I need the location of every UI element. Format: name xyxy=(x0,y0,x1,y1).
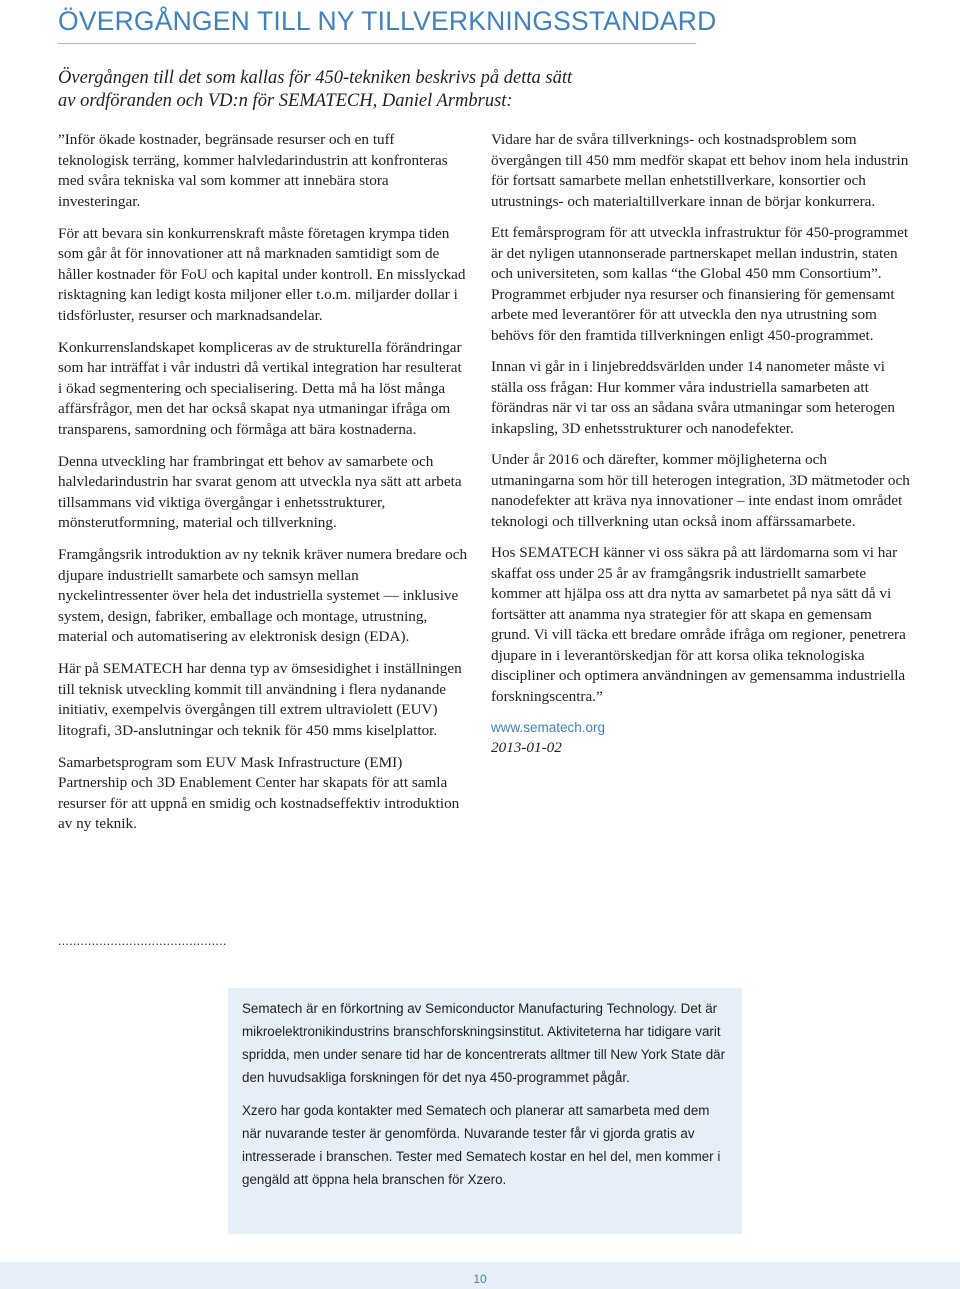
info-paragraph: Xzero har goda kontakter med Sematech och planerar att samarbeta med dem när nuvarande tester är genomförda. Nuvarande tester får vi gjorda gratis av intresserade i branschen. Tester med Sematech kostar en hel del, men kommer i gengäld att öppna hela branschen för Xzero. xyxy=(242,1103,721,1187)
left-paragraph: Konkurrenslandskapet kompliceras av de strukturella förändringar som har inträffat i vår industri då vertikal integration har resulterat i ökad segmentering och specialisering. Detta må ha löst många affärsfrågor, men det har också skapat nya utmaningar ifråga om transparens, samordning och förmåga att bära kostnaderna. xyxy=(58,338,462,438)
intro-text xyxy=(58,67,658,113)
right-paragraph: Under år 2016 och därefter, kommer möjligheterna och utmaningarna som hör till heterogen integration, 3D mätmetoder och nanodefekter att kräva nya innovationer – inte endast inom området teknologi och tillverkning utan också inom affärssamarbete. xyxy=(491,451,910,530)
article-date: 2013-01-02 xyxy=(491,739,562,756)
right-paragraph: Vidare har de svåra tillverknings- och kostnadsproblem som övergången till 450 mm medför skapat ett behov inom hela industrin för fortsatt samarbete mellan enhetstillverkare, konsortier och utrustnings- och materialtillverkare innan de börjar konkurrera. xyxy=(491,131,909,210)
left-column xyxy=(58,130,468,846)
right-column xyxy=(491,130,911,758)
sematech-link[interactable]: www.sematech.org xyxy=(491,720,606,735)
left-paragraph: ”Inför ökade kostnader, begränsade resurser och en tuff teknologisk terräng, kommer halvledarindustrin att konfronteras med svåra tekniska val som kommer att innebära stora investeringar. xyxy=(58,131,448,210)
intro-line-1: Övergången till det som kallas för 450-tekniken beskrivs på detta sätt xyxy=(58,68,573,88)
page-title: ÖVERGÅNGEN TILL NY TILLVERKNINGSSTANDARD xyxy=(58,6,717,36)
intro-line-2: av ordföranden och VD:n för SEMATECH, Daniel Armbrust: xyxy=(58,91,513,111)
right-paragraph: Innan vi går in i linjebreddsvärlden under 14 nanometer måste vi ställa oss frågan: Hur kommer våra industriella samarbeten att förändras när vi tar oss an sådana svåra utmaningar som heterogen inkapsling, 3D enhetsstrukturer och nanodefekter. xyxy=(491,358,896,437)
page-number: 10 xyxy=(473,1272,487,1286)
left-paragraph: Framgångsrik introduktion av ny teknik kräver numera bredare och djupare industriellt samarbete och samsyn mellan nyckelintressenter över hela det industriella systemet — inklusive system, design, fabriker, emballage och montage, utrustning, material och automatisering av elektronisk design (EDA). xyxy=(58,546,468,645)
right-paragraph: Ett femårsprogram för att utveckla infrastruktur för 450-programmet är det nyligen utannonserade partnerskapet mellan industrin, staten och universiteten, som kallas “the Global 450 mm Consortium”. Programmet erbjuder nya resurser och finansiering för gemensamt arbete med leverantörer för att utveckla den nya utrustning som behövs för den framtida tillverkningen enligt 450-programmet. xyxy=(491,224,909,344)
left-paragraph: För att bevara sin konkurrenskraft måste företagen krympa tiden som går åt för innovationer att nå marknaden samtidigt som de håller kostnader för FoU och kapital under kontroll. En misslyckad risktagning kan ledigt kosta miljoner eller t.o.m. miljarder dollar i tidsförluster, resurser och marknadsandelar. xyxy=(58,224,466,324)
left-paragraph: Här på SEMATECH har denna typ av ömsesidighet i inställningen till teknisk utveckling kommit till användning i flera nydanande initiativ, exempelvis övergången till extrem ultraviolett (EUV) litografi, 3D-anslutningar och teknik för 450 mms kiselplattor. xyxy=(58,660,462,739)
info-box xyxy=(228,988,742,1234)
left-paragraph: Denna utveckling har frambringat ett behov av samarbete och halvledarindustrin har svarat genom att utveckla nya sätt att arbeta tillsammans vid viktiga övergångar i enhetsstrukturer, mönsterutformning, material och tillverkning. xyxy=(58,452,462,531)
title-rule xyxy=(58,43,696,44)
dotted-separator: ............................................. xyxy=(58,933,227,948)
right-paragraph: Hos SEMATECH känner vi oss säkra på att lärdomarna som vi har skaffat oss under 25 år av framgångsrik industriellt samarbete kommer att hjälpa oss att dra nytta av samarbetet på nya sätt då vi fortsätter att anamma nya strategier för att skapa en gemensam grund. Vi vill täcka ett bredare område ifråga om regioner, penetrera djupare in i leverantörskedjan för att korsa olika teknologiska discipliner och optimera användningen av gemensamma industriella forskningscentra.” xyxy=(491,544,906,705)
left-paragraph: Samarbetsprogram som EUV Mask Infrastructure (EMI) Partnership och 3D Enablement Center har skapats för att samla resurser för att uppnå en smidig och kostnadseffektiv introduktion av ny teknik. xyxy=(58,753,460,832)
info-paragraph: Sematech är en förkortning av Semiconductor Manufacturing Technology. Det är mikroelektronikindustrins branschforskningsinstitut. Aktiviteterna har tidigare varit spridda, men under senare tid har de koncentrerats alltmer till New York State där den huvudsakliga forskningen för det nya 450-programmet pågår. xyxy=(242,1001,726,1085)
